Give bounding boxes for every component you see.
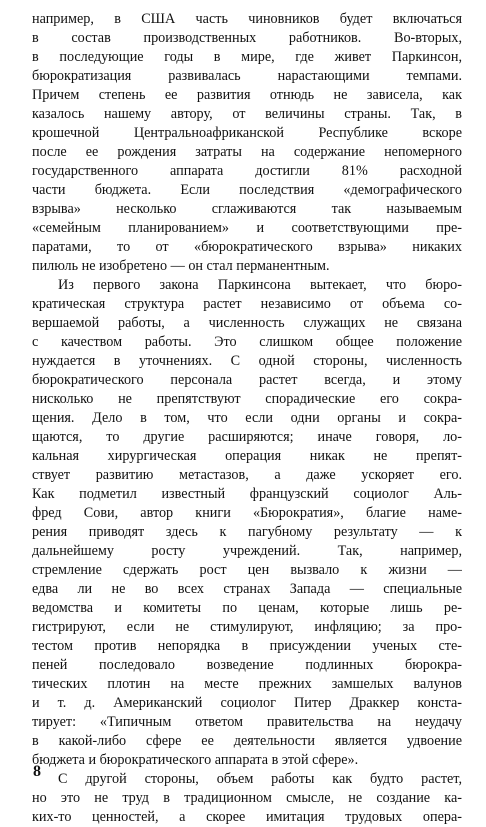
body-text: [32, 10, 462, 827]
text-line: Из первого закона Паркинсона вытекает, что бюро-: [58, 277, 462, 293]
text-line: в состав производственных работников. Во-вторых,: [32, 30, 462, 46]
text-line: части бюджета. Если последствия «демографического: [32, 182, 462, 198]
text-line: казалось нашему автору, от величины страны. Так, в: [32, 106, 462, 122]
text-line: государственного аппарата достигли 81% расходной: [32, 163, 462, 179]
text-line: Как подметил известный французский социолог Аль-: [32, 486, 462, 502]
text-line: едва ли не во всех странах Запада — специальные: [32, 581, 462, 597]
text-line: С другой стороны, объем работы как будто растет,: [58, 771, 462, 787]
text-line: ких-то ценностей, а скорее имитация трудовых опера-: [32, 809, 462, 825]
text-line: кратическая структура растет независимо от объема со-: [32, 296, 462, 312]
text-line: тестом против непорядка в присуждении ученых сте-: [32, 638, 462, 654]
text-line: взрыва» несколько сглаживаются так называемым: [32, 201, 462, 217]
text-line: щаются, то другие расширяются; иначе говоря, ло-: [32, 429, 462, 445]
text-line: бюджета и бюрократического аппарата в этой сфере».: [32, 752, 359, 768]
text-line: после ее рождения затраты на содержание непомерного: [32, 144, 462, 160]
text-line: в какой-либо сфере ее деятельности является удвоение: [32, 733, 462, 749]
text-line: например, в США часть чиновников будет включаться: [32, 11, 462, 27]
text-line: нуждается в уточнениях. С одной стороны, численность: [32, 353, 462, 369]
text-line: рения приводят здесь к пагубному результату — к: [32, 524, 462, 540]
text-line: пеней последовало возведение подлинных бюрокра-: [32, 657, 462, 673]
text-line: крошечной Центральноафриканской Республике вскоре: [32, 125, 462, 141]
text-line: но это не труд в традиционном смысле, не создание ка-: [32, 790, 462, 806]
text-line: паратами, то от «бюрократического взрыва» никаких: [32, 239, 462, 255]
text-line: «семейным планированием» и соответствующими пре-: [32, 220, 462, 236]
text-line: тических плотин на месте прежних замшелых валунов: [32, 676, 462, 692]
text-line: бюрократического персонала растет всегда, и этому: [32, 372, 462, 388]
text-line: гистрируют, если не стимулируют, инфляцию; за про-: [32, 619, 462, 635]
text-line: с качеством работы. Это слишком общее положение: [32, 334, 462, 350]
text-line: пилюль не изобретено — он стал перманентным.: [32, 258, 330, 274]
text-line: ствует развитию метастазов, а даже ускоряет его.: [32, 467, 462, 483]
text-line: тирует: «Типичным ответом правительства на неудачу: [32, 714, 462, 730]
text-line: бюрократизация развивалась нарастающими темпами.: [32, 68, 462, 84]
text-line: вершаемой работы, а численность служащих не связана: [32, 315, 462, 331]
text-line: фред Сови, автор книги «Бюрократия», благие наме-: [32, 505, 462, 521]
text-line: нисколько не препятствуют спорадические его сокра-: [32, 391, 462, 407]
page-number: 8: [33, 763, 41, 780]
text-line: ведомства и комитеты по ценам, которые лишь ре-: [32, 600, 462, 616]
text-line: в последующие годы в мире, где живет Паркинсон,: [32, 49, 462, 65]
text-line: Причем степень ее развития отнюдь не зависела, как: [32, 87, 462, 103]
text-line: кальная хирургическая операция никак не препят-: [32, 448, 462, 464]
text-line: дальнейшему росту учреждений. Так, например,: [32, 543, 462, 559]
text-line: щения. Дело в том, что если одни органы и сокра-: [32, 410, 462, 426]
text-line: стремление сдержать рост цен вызвало к жизни —: [32, 562, 462, 578]
text-line: и т. д. Американский социолог Питер Драккер конста-: [32, 695, 462, 711]
